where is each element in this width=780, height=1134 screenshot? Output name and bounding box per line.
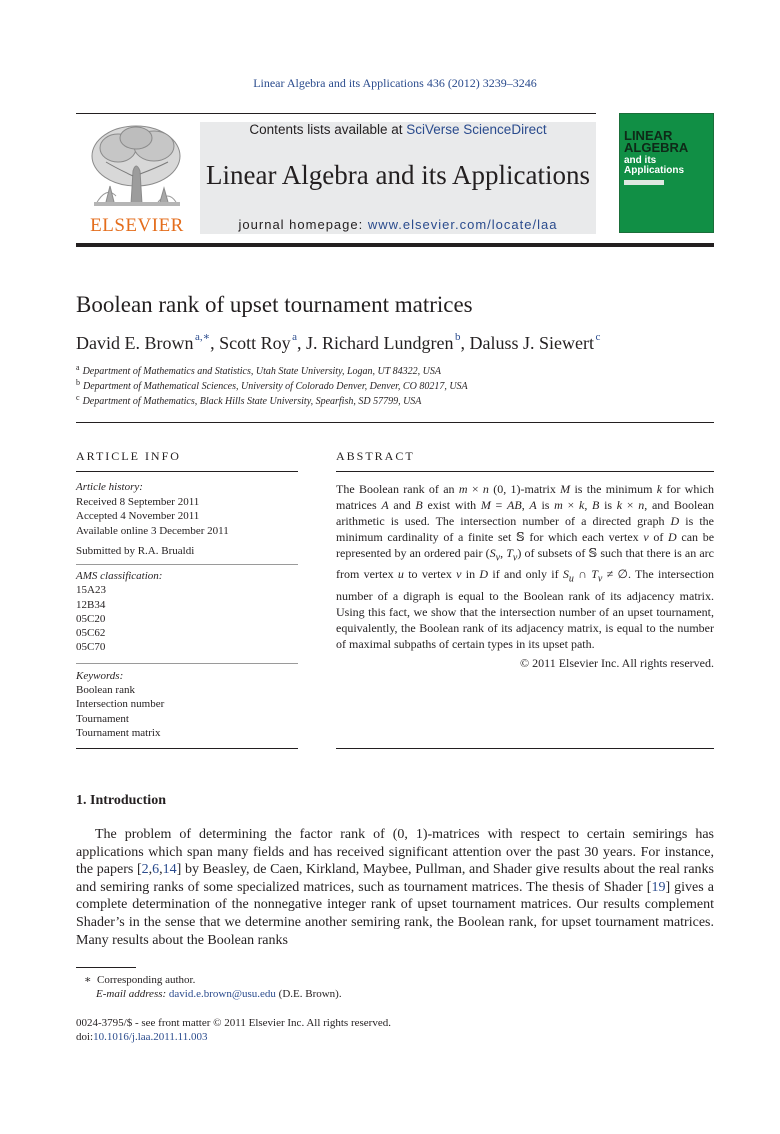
- journal-cover[interactable]: [619, 113, 714, 233]
- cover-strip: [624, 180, 664, 185]
- corresponding-text: Corresponding author.: [96, 974, 196, 986]
- title-bottom-rule: [76, 422, 714, 423]
- ams-code: 15A23: [76, 584, 106, 596]
- footnote-mark: ∗: [84, 974, 92, 986]
- author-affiliation-mark[interactable]: a,∗: [195, 331, 211, 343]
- author-affiliation-mark[interactable]: c: [595, 331, 601, 343]
- affiliation-mark: c: [76, 393, 80, 402]
- affiliation-mark: a: [76, 363, 80, 372]
- journal-homepage: [200, 217, 596, 232]
- article-info-bottom-rule: [76, 748, 298, 749]
- contents-prefix: Contents lists available at: [249, 122, 407, 137]
- email-label: E-mail address:: [96, 988, 167, 1000]
- abstract-rule: [336, 471, 714, 472]
- affiliation: [76, 393, 421, 407]
- doi-link[interactable]: 10.1016/j.laa.2011.11.003: [93, 1031, 208, 1043]
- affiliation-mark: b: [76, 378, 80, 387]
- homepage-prefix: journal homepage:: [238, 217, 368, 232]
- cover-title-line2: ALGEBRA: [624, 140, 689, 155]
- article-info-heading: ARTICLE INFO: [76, 449, 181, 463]
- keyword: Boolean rank: [76, 684, 135, 696]
- journal-citation[interactable]: Linear Algebra and its Applications 436 (2012) 3239–3246: [253, 76, 537, 90]
- cover-title-line1: LINEAR: [624, 128, 673, 143]
- abstract-heading: ABSTRACT: [336, 449, 415, 463]
- elsevier-logo: [76, 116, 198, 236]
- author-name: Scott Roy: [219, 333, 291, 353]
- affiliation-text: Department of Mathematical Sciences, University of Colorado Denver, Denver, CO 80217, USA: [83, 381, 468, 392]
- ams-code: 12B34: [76, 599, 106, 611]
- author-affiliation-mark[interactable]: a: [292, 331, 298, 343]
- email-owner: (D.E. Brown).: [278, 988, 342, 1000]
- info-divider: [76, 663, 298, 664]
- article-info-rule: [76, 471, 298, 472]
- ams-code: 05C62: [76, 627, 106, 639]
- ams-label: AMS classification:: [76, 570, 163, 582]
- author-name: Daluss J. Siewert: [469, 333, 595, 353]
- citation-link[interactable]: 6: [152, 862, 160, 878]
- citation-link[interactable]: 2: [141, 862, 149, 878]
- corresponding-footnote: [84, 973, 195, 986]
- info-divider: [76, 564, 298, 565]
- abstract-body: The Boolean rank of an m × n (0, 1)-matrix M is the minimum k for which matrices A and B exist with M = AB, A is m × k, B is k × n, and Boolean arithmetic is used. The intersection number of a directed graph D is the minimum cardinality of a finite set 𝕊 for which each vertex v of D can be represented by an ordered pair ($S_v$, $T_v$) of subsets of 𝕊 such that there is an arc from vertex u to vertex v in D if and only if $S_u$ ∩ $T_v$ ≠ ∅. The intersection number of a digraph is equal to the Boolean rank of its adjacency matrix. Using this fact, we show that the intersection number of an upset tournament, equivalently, the Boolean rank of its adjacency matrix, is equal to the number of maximal subpaths of certain types in its upset path.: [336, 482, 715, 651]
- email-link[interactable]: david.e.brown@usu.edu: [168, 988, 276, 1000]
- issn-line: 0024-3795/$ - see front matter © 2011 Elsevier Inc. All rights reserved.: [76, 1017, 391, 1029]
- introduction-heading: 1. Introduction: [76, 793, 166, 808]
- author-name: David E. Brown: [76, 333, 194, 353]
- received-date: Received 8 September 2011: [76, 496, 200, 508]
- cover-title-line4: Applications: [624, 165, 685, 176]
- accepted-date: Accepted 4 November 2011: [76, 510, 200, 522]
- author-affiliation-mark[interactable]: b: [455, 331, 461, 343]
- keywords-label: Keywords:: [76, 670, 124, 682]
- paper-title: Boolean rank of upset tournament matrices: [76, 292, 473, 317]
- history-label: Article history:: [76, 481, 143, 493]
- submitted-by: Submitted by R.A. Brualdi: [76, 545, 195, 557]
- header-top-rule: [76, 113, 596, 114]
- cover-subtitle: [624, 156, 684, 176]
- online-date: Available online 3 December 2011: [76, 525, 229, 537]
- abstract-bottom-rule: [336, 748, 714, 749]
- citation-link[interactable]: 19: [651, 879, 666, 895]
- contents-line: [200, 122, 596, 137]
- citation-link[interactable]: 14: [162, 862, 177, 878]
- email-footnote: [96, 988, 342, 1000]
- keyword: Tournament matrix: [76, 727, 161, 739]
- header-bottom-rule: [76, 243, 714, 247]
- affiliation: [76, 378, 468, 392]
- homepage-link[interactable]: www.elsevier.com/locate/laa: [367, 217, 558, 232]
- introduction-body: The problem of determining the factor rank of (0, 1)-matrices with respect to certain semirings has applications which span many fields and has received significant attention over the past 30 years. For instance, the papers [2,6,14] by Beasley, de Caen, Kirkland, Maybee, Pullman, and Shader give results about the real ranks and semiring ranks of some specialized matrices, such as tournament matrices. The thesis of Shader [19] gives a complete determination of the nonnegative integer rank of upset tournament matrices. Our results complement Shader’s in the sense that we determine another semiring rank, the Boolean rank, for upset tournament matrices. Many results about the Boolean ranks: [76, 827, 714, 948]
- doi-label: doi:: [76, 1031, 94, 1043]
- affiliation: [76, 363, 441, 377]
- affiliation-text: Department of Mathematics and Statistics, Utah State University, Logan, UT 84322, USA: [82, 366, 441, 377]
- keyword: Tournament: [76, 713, 129, 725]
- cover-title-line3: and its: [624, 155, 657, 166]
- journal-title: Linear Algebra and its Applications: [206, 160, 590, 190]
- ams-code: 05C20: [76, 613, 106, 625]
- keyword: Intersection number: [76, 698, 165, 710]
- elsevier-wordmark: ELSEVIER: [90, 215, 184, 236]
- affiliation-text: Department of Mathematics, Black Hills State University, Spearfish, SD 57799, USA: [82, 396, 422, 407]
- ams-code: 05C70: [76, 641, 106, 653]
- abstract-copyright: © 2011 Elsevier Inc. All rights reserved.: [520, 656, 714, 670]
- elsevier-tree-icon: [76, 116, 198, 236]
- cover-title: [624, 130, 688, 154]
- sciverse-link[interactable]: SciVerse ScienceDirect: [406, 122, 547, 137]
- author-list: David E. Brown $^{a,∗}$, Scott Roy $^a$, J. Richard Lundgren $^b$, Daluss J. Siewert $^c$: [76, 331, 601, 353]
- footnote-rule: [76, 967, 136, 968]
- author-name: J. Richard Lundgren: [306, 333, 454, 353]
- doi-line: [76, 1031, 208, 1043]
